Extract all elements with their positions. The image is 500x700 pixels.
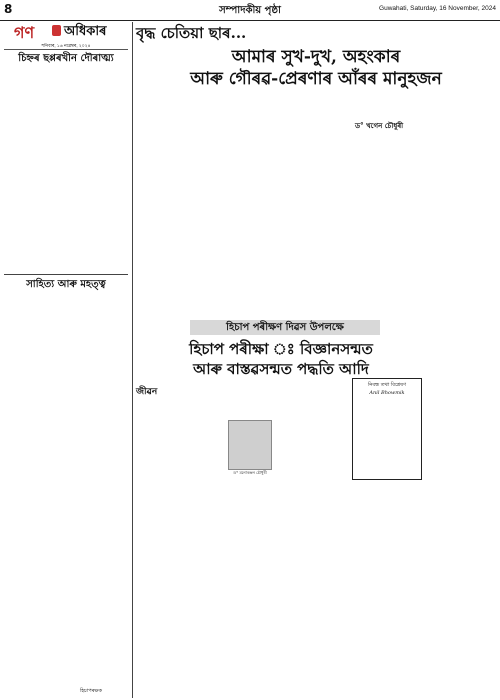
second-article-col4 [352,482,420,692]
second-headline-line2: আৰু বাস্তৱসন্মত পদ্ধতি আদি [193,360,369,378]
editorial-body [4,64,128,272]
page-number: 8 [4,2,13,16]
drop-word: জীৱন [136,387,158,397]
main-article-col5 [424,92,496,314]
author-photo [228,420,272,470]
strap-headline: বৃদ্ধ চেতিয়া ছাৰ... [136,24,247,42]
logo-mark [52,25,61,36]
main-article-col1 [136,92,204,314]
section-title: সম্পাদকীয় পৃষ্ঠা [219,5,281,16]
second-article-col3 [284,384,350,692]
header-date: Guwahati, Saturday, 16 November, 2024 [379,5,496,12]
masthead-dateline: শনিবাৰ, ১৬ নৱেম্বৰ, ২০২৪ [41,43,91,48]
main-headline-line2: আৰু গৌৰৱ-প্ৰেৰণাৰ আঁৰৰ মানুহজন [190,69,442,89]
main-article-col3 [280,92,348,314]
main-headline-line1: আমাৰ সুখ-দুখ, অহংকাৰ [231,47,401,67]
divider [4,274,128,275]
second-headline-line1: হিচাপ পৰীক্ষা ঃ বিজ্ঞানসন্মত [189,340,373,358]
main-article-col2 [208,92,276,314]
logo-main: গণ [14,23,35,42]
editorial-title: চিহ্নৰ ছপ্পৰখীন দৌৰাত্ম্য [18,53,114,64]
editorial2-body [4,290,128,680]
main-article-col4 [352,132,420,314]
footer-note: হিচাপৰক্ষক [80,688,102,694]
ad-line2: Anil Bhowmik [369,390,405,396]
ad-box [352,378,422,480]
logo-right: অধিকাৰ [64,24,107,39]
right-column-text [424,338,496,692]
article-byline: ড° খগেন চৌধুৰী [355,121,404,130]
ad-line1: নিবন্ধ তথা বিশ্লেষণ [367,382,407,388]
newspaper-logo [4,22,128,42]
column-separator [132,22,133,698]
masthead-rule [4,49,128,50]
banner: হিচাপ পৰীক্ষণ দিৱস উপলক্ষে [190,320,380,335]
photo-caption: ড° মনোৰঞ্জন চৌধুৰী [233,470,267,475]
editorial2-title: সাহিত্য আৰু মহত্ত্ব [26,279,106,290]
second-article-col1 [136,396,206,692]
